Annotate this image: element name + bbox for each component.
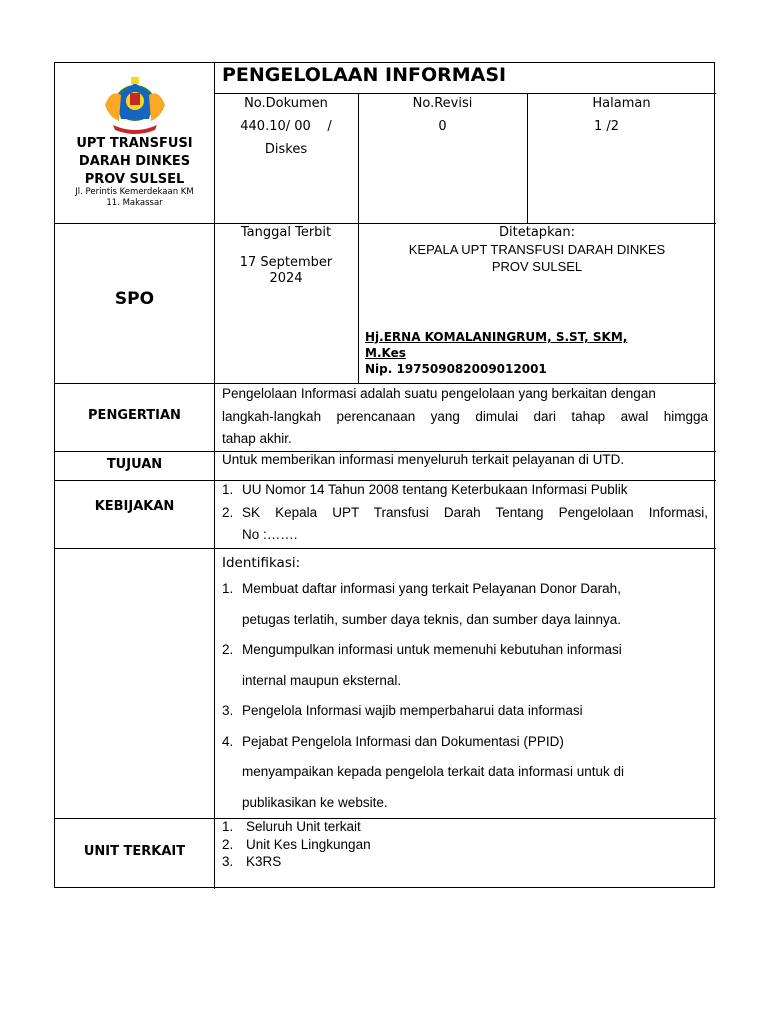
list-number: 2. — [222, 504, 234, 520]
pengertian-label: PENGERTIAN — [88, 408, 181, 423]
spo-label: SPO — [114, 289, 155, 309]
list-text: internal maupun eksternal. — [242, 672, 402, 688]
list-text: SK Kepala UPT Transfusi Darah Tentang Pengelolaan Informasi, — [242, 504, 708, 520]
issue-date-value: 17 September — [239, 255, 333, 270]
list-text: publikasikan ke website. — [242, 794, 388, 810]
issue-date-label: Tanggal Terbit — [240, 225, 332, 240]
pengertian-text — [222, 383, 708, 451]
list-text: Pejabat Pengelola Informasi dan Dokumentasi (PPID) — [242, 733, 564, 749]
document-number-value: Diskes — [264, 142, 308, 157]
approval-title: KEPALA UPT TRANSFUSI DARAH DINKES — [408, 242, 666, 257]
address-line: Jl. Perintis Kemerdekaan KM — [75, 187, 194, 197]
unit-terkait-label: UNIT TERKAIT — [83, 844, 186, 859]
list-number: 4. — [222, 733, 234, 749]
list-number: 1. — [222, 482, 234, 497]
list-text: UU Nomor 14 Tahun 2008 tentang Keterbukaan Informasi Publik — [242, 482, 628, 497]
document-number-label: No.Dokumen — [244, 96, 328, 111]
issue-date-value: 2024 — [269, 271, 303, 286]
prosedur-heading: Identifikasi: — [222, 555, 301, 571]
list-text: Seluruh Unit terkait — [246, 819, 361, 834]
list-number: 1. — [222, 819, 234, 834]
list-text: Membuat daftar informasi yang terkait Pelayanan Donor Darah, — [242, 581, 621, 596]
page-cell — [527, 92, 716, 138]
list-number: 3. — [222, 703, 234, 718]
text-line: langkah-langkah perencanaan yang dimulai dari tahap awal himgga — [222, 408, 708, 424]
row-divider — [55, 548, 716, 549]
tujuan-label: TUJUAN — [106, 457, 163, 472]
page-label: Halaman — [592, 96, 651, 111]
list-item — [222, 696, 708, 727]
unit-terkait-list — [222, 818, 708, 871]
list-item — [222, 853, 708, 871]
spo-document-table — [54, 62, 715, 888]
address-line: 11. Makassar — [106, 198, 163, 208]
organization-address — [55, 187, 214, 209]
text-line: Pengelolaan Informasi adalah suatu pengelolaan yang berkaitan dengan — [222, 386, 656, 401]
organization-logo — [99, 75, 171, 137]
kebijakan-label: KEBIJAKAN — [94, 499, 175, 514]
list-text: Mengumpulkan informasi untuk memenuhi kebutuhan informasi — [242, 642, 622, 657]
list-number: 2. — [222, 642, 234, 657]
revision-value: 0 — [438, 119, 447, 134]
list-text: menyampaikan kepada pengelola terkait data informasi untuk di — [242, 764, 624, 779]
signer-name: M.Kes — [365, 346, 406, 360]
approval-title: PROV SULSEL — [491, 259, 583, 274]
list-number: 1. — [222, 581, 234, 596]
list-item — [222, 836, 708, 854]
list-number: 3. — [222, 854, 234, 869]
org-name-line: PROV SULSEL — [84, 172, 185, 187]
list-item — [222, 479, 708, 502]
list-text: Unit Kes Lingkungan — [246, 836, 371, 852]
document-number-cell — [214, 92, 358, 161]
signer-block — [365, 329, 705, 377]
tujuan-text: Untuk memberikan informasi menyeluruh terkait pelayanan di UTD. — [222, 452, 625, 467]
list-text: Pengelola Informasi wajib memperbaharui data informasi — [242, 703, 583, 718]
page-value: 1 /2 — [593, 119, 620, 134]
issue-date-cell — [214, 224, 358, 287]
document-number-value: 440.10/ 00 / — [240, 119, 332, 134]
approval-label: Ditetapkan: — [499, 225, 575, 240]
list-item — [222, 574, 708, 605]
column-divider — [214, 63, 215, 889]
list-item — [222, 502, 708, 525]
list-text: K3RS — [246, 854, 282, 869]
signer-nip: Nip. 197509082009012001 — [365, 362, 547, 376]
list-item — [222, 635, 708, 666]
text-line: tahap akhir. — [222, 431, 292, 446]
document-title: PENGELOLAAN INFORMASI — [222, 64, 507, 86]
signer-name: Hj.ERNA KOMALANINGRUM, S.ST, SKM, — [365, 330, 628, 344]
org-name-line: UPT TRANSFUSI — [76, 136, 193, 151]
list-text: petugas terlatih, sumber daya teknis, dan sumber daya lainnya. — [242, 611, 621, 627]
revision-label: No.Revisi — [412, 96, 473, 111]
list-item — [222, 727, 708, 758]
list-number: 2. — [222, 836, 234, 852]
list-item — [222, 818, 708, 836]
prosedur-list — [222, 552, 708, 818]
kebijakan-list — [222, 479, 708, 547]
org-name-line: DARAH DINKES — [78, 154, 191, 169]
approval-cell — [358, 224, 716, 275]
revision-cell — [358, 92, 527, 138]
organization-name — [55, 135, 214, 189]
list-text: No :……. — [242, 527, 298, 542]
